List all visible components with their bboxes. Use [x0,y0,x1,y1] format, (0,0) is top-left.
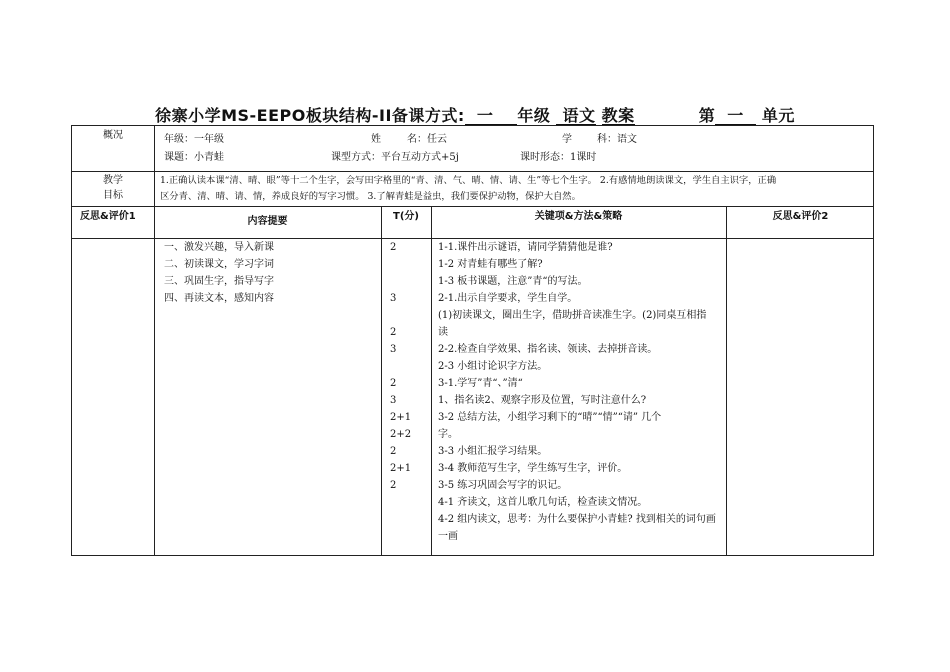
strategy-line: 1-2 对青蛙有哪些了解? [438,259,543,270]
strategy-line: 4-2 组内读文，思考：为什么要保护小青蛙? 找到相关的词句画 [438,514,716,525]
content-item: 四、再读文本，感知内容 [164,293,274,304]
time-entry: 2+1 [390,412,412,423]
rule-goals-bottom [72,206,873,207]
rule-overview-bottom [72,171,873,172]
overview-name-label: 姓 [371,134,381,145]
title-plan: 教案 [601,106,635,125]
subject-blank [556,107,595,125]
strategy-line: 2-1.出示自学要求，学生自学。 [438,293,578,304]
strategy-line: (1)初读课文，圈出生字，借助拼音读准生字。(2)同桌互相指 [438,310,707,321]
strategy-line: 2-3 小组讨论识字方法。 [438,361,548,372]
content-item: 三、巩固生字，指导写字 [164,276,274,287]
title-unit-prefix: 第 [698,106,716,125]
content-list [164,239,274,307]
overview-lesson-type: 课型方式：平台互动方式+5j [331,152,459,163]
overview-label: 概况 [103,130,123,141]
document-title [0,103,950,126]
title-unit-label: 单元 [761,106,795,125]
title-unit-value: 一 [727,106,744,125]
strategy-list [438,239,722,545]
goals-label-line2: 目标 [103,190,123,201]
content-item: 一、激发兴趣，导入新课 [164,242,274,253]
overview-duration: 课时形态：1课时 [520,152,597,163]
goals-label-line1: 教学 [103,175,123,186]
rule-strategy-right [726,206,727,555]
title-subject: 语文 [562,106,596,125]
time-entry: 2+2 [390,429,412,440]
header-reflect1: 反思&评价1 [80,211,136,222]
strategy-line: 1-1.课件出示谜语，请同学猜猜他是谁? [438,242,613,253]
time-entry: 2 [390,378,397,389]
time-entry: 2 [390,327,397,338]
header-reflect2: 反思&评价2 [772,211,829,222]
rule-content-right [381,206,382,555]
overview-grade: 年级：一年级 [164,134,224,145]
rule-reflect1-right [154,206,155,555]
header-time: T(分) [393,211,419,222]
strategy-line: 3-4 教师范写生字，学生练写生字，评价。 [438,463,628,474]
rule-label-column [154,126,155,206]
strategy-line: 1-3 板书课题，注意”青“的写法。 [438,276,588,287]
grade-blank [465,107,518,125]
rule-time-right [431,206,432,555]
time-entry: 2 [390,480,397,491]
overview-topic: 课题：小青蛙 [164,152,224,163]
overview-name-value: 名：任云 [407,134,447,145]
time-entry: 3 [390,395,397,406]
time-entry: 3 [390,344,397,355]
title-grade-label: 年级 [517,106,551,125]
title-grade-value: 一 [476,106,494,125]
header-content: 内容提要 [247,216,288,227]
overview-subject-label: 学 [562,134,572,145]
time-entry: 2 [390,242,397,253]
overview-subject-value: 科：语文 [597,134,637,145]
strategy-line: 2-2.检查自学效果、指名读、领读、去掉拼音读。 [438,344,658,355]
unit-blank [715,107,756,125]
strategy-line: 字。 [438,429,458,440]
strategy-line: 3-5 练习巩固会写字的识记。 [438,480,568,491]
time-entry: 2 [390,446,397,457]
strategy-line: 读 [438,327,448,338]
time-list [390,239,411,494]
strategy-line: 1、指名读2、观察字形及位置，写时注意什么? [438,395,647,406]
goals-line1: 1.正确认读本课“清、晴、眼”等十二个生字，会写田字格里的“青、清、气、晴、情、请、生”等七个生字。 2.有感情地朗读课文，学生自主识字，正确 [160,175,777,186]
header-strategy: 关键项&方法&策略 [534,211,623,222]
lesson-plan-table [71,125,874,556]
plan-blank [602,107,635,125]
strategy-line: 3-3 小组汇报学习结果。 [438,446,548,457]
strategy-line: 3-2 总结方法，小组学习剩下的“晴”“情”“请” 几个 [438,412,662,423]
content-item: 二、初读课文，学习字词 [164,259,274,270]
title-prefix: 徐寨小学MS-EEPO板块结构-II备课方式: [155,106,465,125]
goals-line2: 区分青、清、晴、请、情，养成良好的写字习惯。 3.了解青蛙是益虫，我们要保护动物，保护大自然。 [160,191,581,202]
time-entry: 2+1 [390,463,412,474]
strategy-line: 一画 [438,531,458,542]
time-entry: 3 [390,293,397,304]
strategy-line: 3-1.学写”青“、”清“ [438,378,523,389]
strategy-line: 4-1 齐读文，这首儿歌几句话，检查读文情况。 [438,497,648,508]
